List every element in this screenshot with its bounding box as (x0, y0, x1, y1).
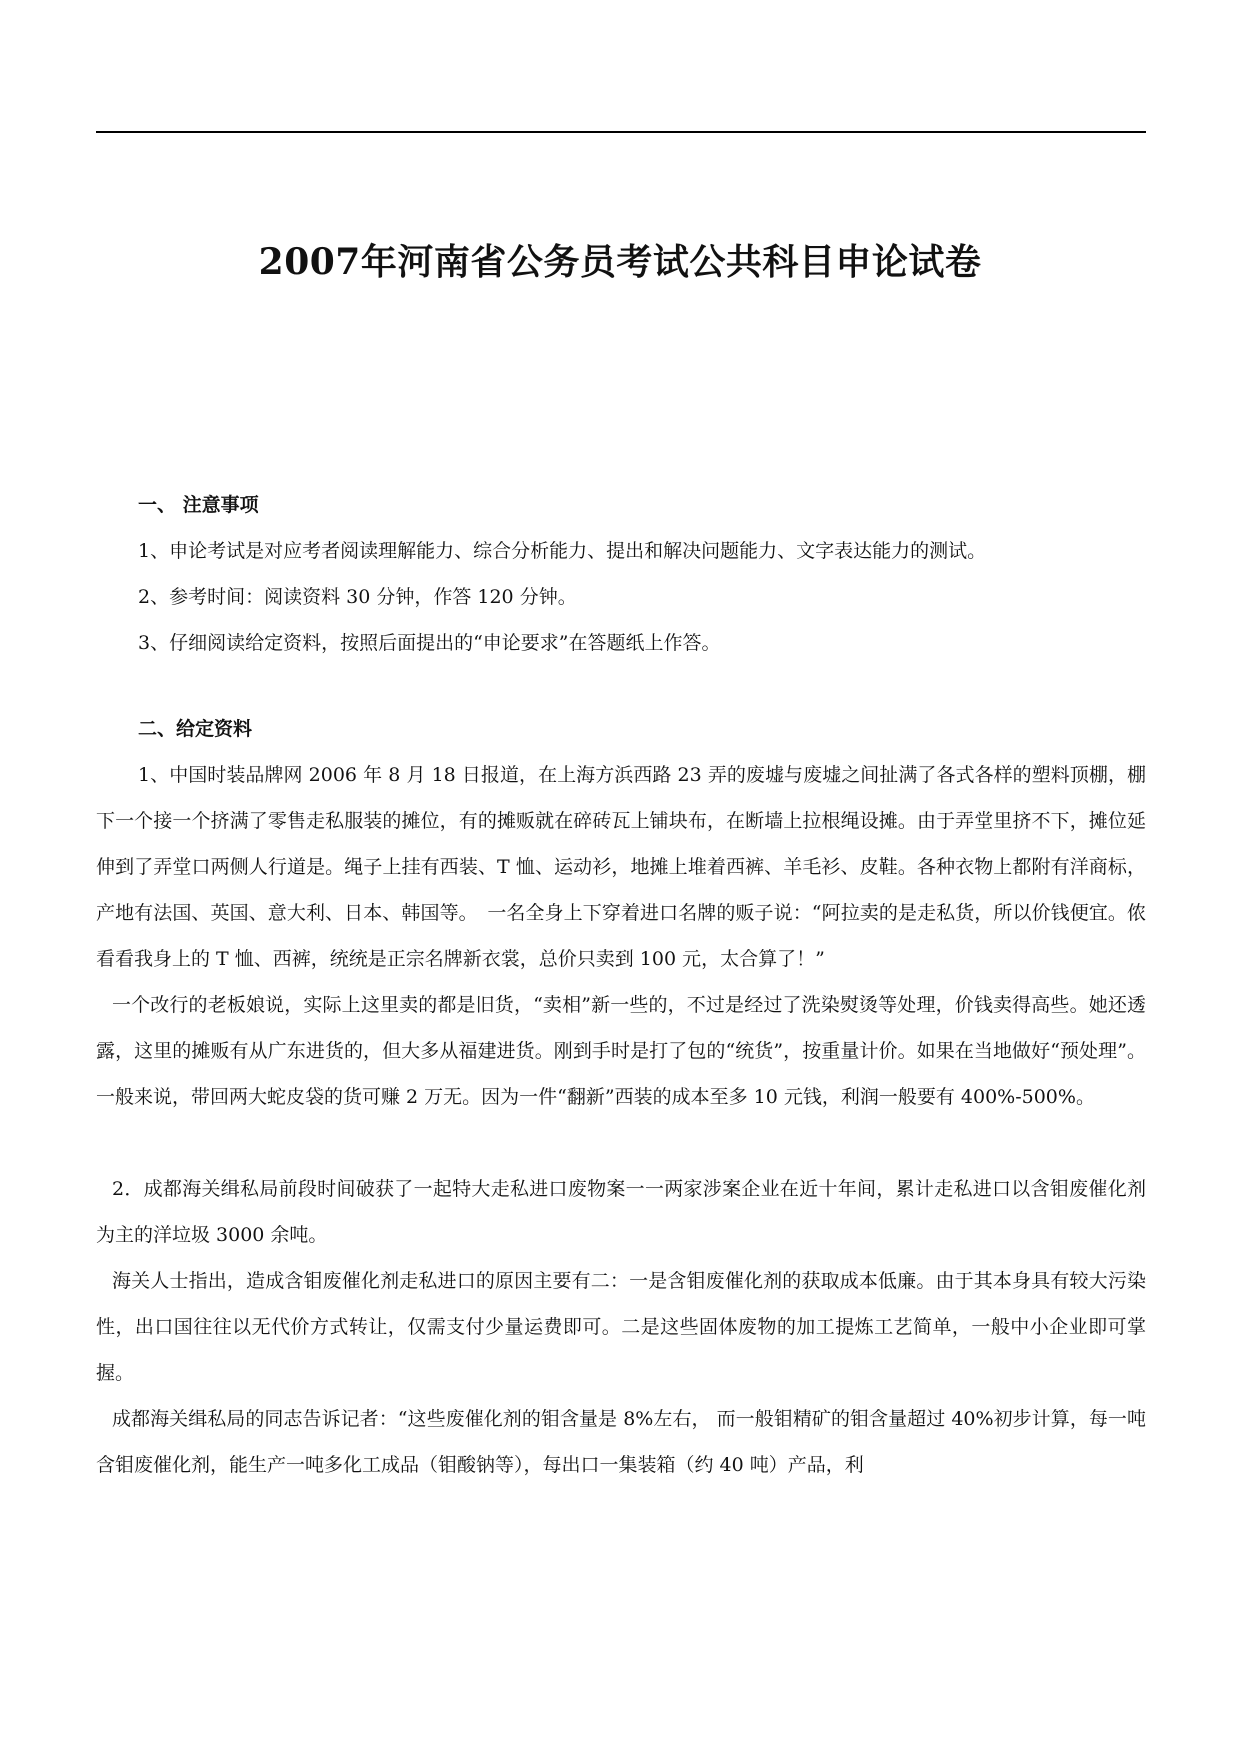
note-item-3: 3、仔细阅读给定资料，按照后面提出的“申论要求”在答题纸上作答。 (138, 632, 721, 654)
material-paragraph-3: 2．成都海关缉私局前段时间破获了一起特大走私进口废物案一一两家涉案企业在近十年间，累计走私进口以含钼废催化剂为主的洋垃圾 3000 余吨。 (96, 1178, 1146, 1246)
section-heading-notes: 一、 注意事项 (138, 494, 259, 516)
section-heading-materials: 二、给定资料 (138, 718, 253, 740)
document-title: 2007年河南省公务员考试公共科目申论试卷 (258, 241, 982, 283)
material-paragraph-5: 成都海关缉私局的同志告诉记者：“这些废催化剂的钼含量是 8%左右， 而一般钼精矿的钼含量超过 40%初步计算，每一吨含钼废催化剂，能生产一吨多化工成品（钼酸钠等），每出口一集装箱（约 40 吨）产品，利 (96, 1408, 1146, 1476)
section-spacer (96, 666, 1146, 706)
paragraph-spacer (96, 1120, 1146, 1166)
header-rule (96, 131, 1146, 133)
note-item-2: 2、参考时间：阅读资料 30 分钟，作答 120 分钟。 (138, 586, 577, 608)
note-item-1: 1、申论考试是对应考者阅读理解能力、综合分析能力、提出和解决问题能力、文字表达能力的测试。 (138, 540, 987, 562)
document-body (96, 482, 1146, 1488)
material-paragraph-1: 1、中国时装品牌网 2006 年 8 月 18 日报道，在上海方浜西路 23 弄的废墟与废墟之间扯满了各式各样的塑料顶棚，棚下一个接一个挤满了零售走私服装的摊位，有的摊贩就在碎砖瓦上铺块布，在断墙上拉根绳设摊。由于弄堂里挤不下，摊位延伸到了弄堂口两侧人行道是。绳子上挂有西装、T 恤、运动衫，地摊上堆着西裤、羊毛衫、皮鞋。各种衣物上都附有洋商标，产地有法国、英国、意大利、日本、韩国等。 一名全身上下穿着进口名牌的贩子说：“阿拉卖的是走私货，所以价钱便宜。侬看看我身上的 T 恤、西裤，统统是正宗名牌新衣裳，总价只卖到 100 元，太合算了！” (96, 764, 1146, 970)
material-paragraph-4: 海关人士指出，造成含钼废催化剂走私进口的原因主要有二：一是含钼废催化剂的获取成本低廉。由于其本身具有较大污染性，出口国往往以无代价方式转让，仅需支付少量运费即可。二是这些固体废物的加工提炼工艺简单，一般中小企业即可掌握。 (96, 1270, 1146, 1384)
material-paragraph-2: 一个改行的老板娘说，实际上这里卖的都是旧货，“卖相”新一些的，不过是经过了洗染熨烫等处理，价钱卖得高些。她还透露，这里的摊贩有从广东进货的，但大多从福建进货。刚到手时是打了包的“统货”，按重量计价。如果在当地做好“预处理”。一般来说，带回两大蛇皮袋的货可赚 2 万无。因为一件“翻新”西装的成本至多 10 元钱，利润一般要有 400%-500%。 (96, 994, 1146, 1108)
